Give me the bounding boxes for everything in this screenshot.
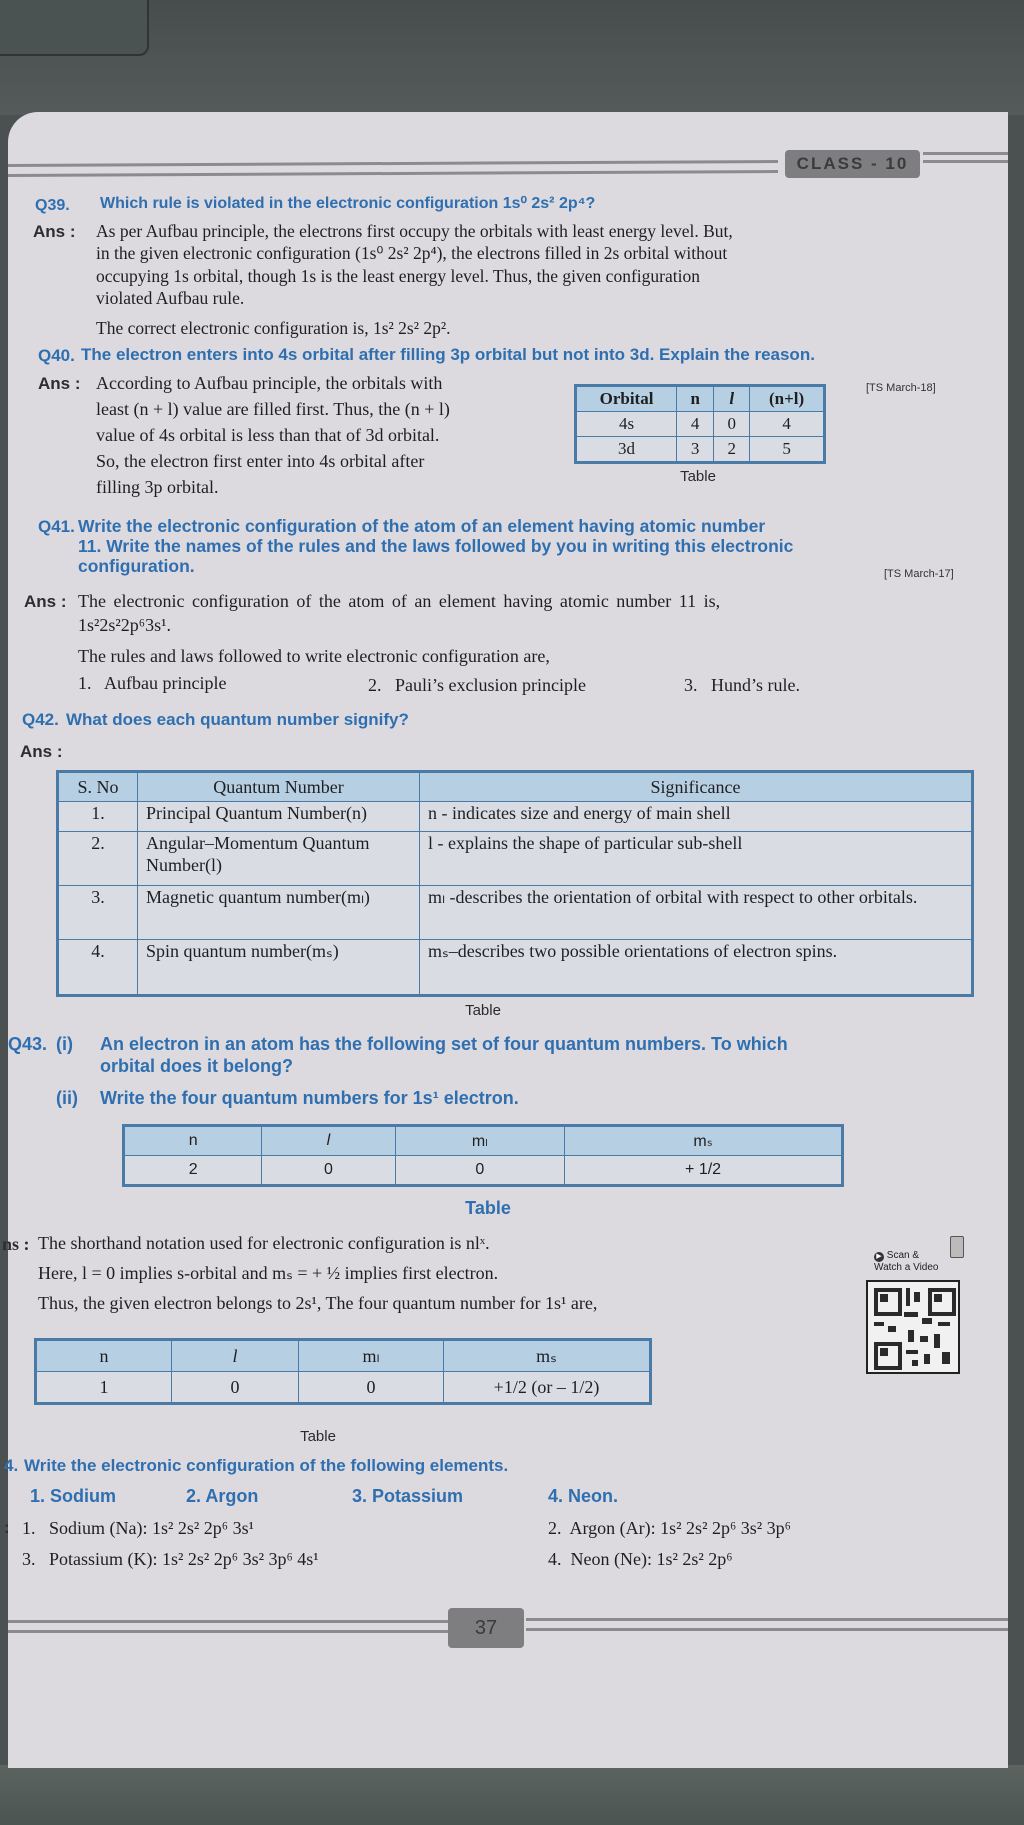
q41-ans-label: Ans : [24,592,67,611]
footer-rule [8,1620,448,1623]
q41-rules-intro: The rules and laws followed to write electronic configuration are, [78,646,550,666]
table-cell: l - explains the shape of particular sub-shell [420,832,973,886]
q43-part1-label: (i) [56,1034,73,1054]
qr-label-line: Scan & [886,1250,920,1261]
q41-question-line: 11. Write the names of the rules and the laws followed by you in writing this electronic [78,536,794,556]
q44-number: 4. [4,1456,19,1475]
table-row [58,802,973,832]
table-caption: Table [680,468,716,485]
qr-label [874,1250,938,1273]
table-caption: Table [465,1198,511,1218]
table-header: mₗ [395,1126,565,1156]
qr-label-line: Watch a Video [874,1262,939,1273]
table-cell: 3. [58,886,138,940]
q41-answer-line: The electronic configuration of the atom of an element having atomic number 11 is, [78,591,721,611]
table-cell: n - indicates size and energy of main shell [420,802,973,832]
table-cell: 0 [299,1372,444,1404]
table-header: mₛ [444,1340,651,1372]
q40-question: The electron enters into 4s orbital after filling 3p orbital but not into 3d. Explain the reason. [81,345,815,364]
q40-ans-label: Ans : [38,374,81,393]
table-header: Orbital [576,386,677,412]
table-cell: Spin quantum number(mₛ) [138,940,420,996]
table-cell: 0 [395,1156,565,1186]
qr-code[interactable] [866,1280,960,1374]
background-surface-bottom [0,1765,1024,1825]
q44-answer: 2. Argon (Ar): 1s² 2s² 2p⁶ 3s² 3p⁶ [548,1518,791,1538]
q41-question-line: Write the electronic configuration of the atom of an element having atomic number [78,516,766,536]
table-header: Significance [420,772,973,802]
q43-part1-line: orbital does it belong? [100,1056,293,1076]
q44-ans-label: : [4,1518,10,1537]
q39-question: Which rule is violated in the electronic configuration 1s⁰ 2s² 2p⁴? [100,195,596,212]
quantum-numbers-1s-table [34,1338,652,1405]
q44-option: 4. Neon. [548,1486,619,1506]
table-header: l [172,1340,299,1372]
q39-number: Q39. [35,197,70,214]
q43-number: Q43. [8,1034,48,1054]
q39-answer-line: in the given electronic configuration (1s⁰ 2s² 2p⁴), the electrons filled in 2s orbital without [96,243,728,263]
q43-part2-label: (ii) [56,1088,78,1108]
q40-answer-line: According to Aufbau principle, the orbitals with [96,373,443,393]
table-cell: 2 [124,1156,262,1186]
table-row [58,886,973,940]
table-cell: mₗ -describes the orientation of orbital with respect to other orbitals. [420,886,973,940]
table-cell: 0 [172,1372,299,1404]
q44-option: 1. Sodium [30,1486,117,1506]
table-row [58,832,973,886]
q40-answer-line: value of 4s orbital is less than that of 3d orbital. [96,425,440,445]
table-header: l [714,386,750,412]
q42-number: Q42. [22,710,59,729]
q39-answer-line: violated Aufbau rule. [96,288,245,308]
footer-rule [526,1618,1008,1621]
q40-reference: [TS March-18] [866,382,936,394]
table-cell: 0 [714,412,750,437]
q41-reference: [TS March-17] [884,568,954,580]
table-cell: 4s [576,412,677,437]
table-cell: 0 [262,1156,395,1186]
given-quantum-numbers-table [122,1124,844,1187]
q43-ans-label: ns : [2,1234,30,1254]
table-header: mₗ [299,1340,444,1372]
table-cell: 5 [750,437,825,463]
table-header: n [677,386,714,412]
table-row [576,412,825,437]
q39-ans-label: Ans : [33,222,76,241]
header-rule [8,170,778,177]
header-rule [8,160,778,167]
q41-rule-item: 2. Pauli’s exclusion principle [368,675,586,695]
table-cell: Magnetic quantum number(mₗ) [138,886,420,940]
table-header: n [36,1340,172,1372]
phone-icon [950,1236,964,1258]
table-cell: 1. [58,802,138,832]
table-cell: Principal Quantum Number(n) [138,802,420,832]
table-header: Quantum Number [138,772,420,802]
q43-part2: Write the four quantum numbers for 1s¹ electron. [100,1088,519,1108]
q39-correct-config: The correct electronic configuration is, 1s² 2s² 2p². [96,318,451,338]
background-surface [0,0,1024,115]
q44-option: 2. Argon [186,1486,259,1506]
table-cell: 4 [677,412,714,437]
class-badge: CLASS - 10 [785,150,920,178]
table-header: S. No [58,772,138,802]
table-row [36,1372,651,1404]
q43-answer-line: Thus, the given electron belongs to 2s¹, The four quantum number for 1s¹ are, [38,1293,598,1313]
q44-answer: 3. Potassium (K): 1s² 2s² 2p⁶ 3s² 3p⁶ 4s¹ [22,1549,319,1569]
q42-question: What does each quantum number signify? [66,710,409,729]
q43-part1-line: An electron in an atom has the following set of four quantum numbers. To which [100,1034,788,1054]
header-rule [923,160,1008,163]
q40-answer-line: So, the electron first enter into 4s orbital after [96,451,425,471]
q39-answer-line: occupying 1s orbital, though 1s is the least energy level. Thus, the given configuration [96,266,700,286]
q40-answer-line: least (n + l) value are filled first. Thus, the (n + l) [96,399,450,419]
table-header: n [124,1126,262,1156]
table-cell: Angular–Momentum Quantum Number(l) [138,832,420,886]
q41-rule-item: 3. Hund’s rule. [684,675,800,695]
q43-answer-line: Here, l = 0 implies s-orbital and mₛ = + ½ implies first electron. [38,1263,499,1283]
table-caption: Table [465,1002,501,1019]
q44-question: Write the electronic configuration of the following elements. [24,1456,509,1475]
play-icon: ▶ [874,1252,884,1262]
table-header: mₛ [565,1126,843,1156]
header-rule [923,152,1008,155]
table-row [124,1156,843,1186]
page-number: 37 [448,1608,524,1648]
table-cell: 1 [36,1372,172,1404]
q44-answer: 1. Sodium (Na): 1s² 2s² 2p⁶ 3s¹ [22,1518,254,1538]
table-cell: 3d [576,437,677,463]
q41-question-line: configuration. [78,556,195,576]
footer-rule [8,1630,448,1633]
quantum-number-table [56,770,974,997]
textbook-page [2,112,1008,1768]
q41-number: Q41. [38,517,75,536]
table-header: (n+l) [750,386,825,412]
table-cell: + 1/2 [565,1156,843,1186]
q43-answer-line: The shorthand notation used for electronic configuration is nlˣ. [38,1233,490,1253]
table-cell: 4 [750,412,825,437]
table-cell: 3 [677,437,714,463]
q42-ans-label: Ans : [20,742,63,761]
table-cell: 2. [58,832,138,886]
table-cell: mₛ–describes two possible orientations of electron spins. [420,940,973,996]
table-header: l [262,1126,395,1156]
table-row [58,940,973,996]
q40-number: Q40. [38,346,75,365]
background-object [0,0,149,56]
q41-rule-item: 1. Aufbau principle [78,673,227,693]
table-row [576,437,825,463]
orbital-table [574,384,826,464]
q44-answer: 4. Neon (Ne): 1s² 2s² 2p⁶ [548,1549,733,1569]
table-caption: Table [300,1428,336,1445]
table-cell: +1/2 (or – 1/2) [444,1372,651,1404]
q44-option: 3. Potassium [352,1486,464,1506]
q41-answer-config: 1s²2s²2p⁶3s¹. [78,615,171,635]
q40-answer-line: filling 3p orbital. [96,477,219,497]
table-cell: 2 [714,437,750,463]
table-cell: 4. [58,940,138,996]
q39-answer-line: As per Aufbau principle, the electrons first occupy the orbitals with least energy level. But, [96,221,733,241]
footer-rule [526,1628,1008,1631]
